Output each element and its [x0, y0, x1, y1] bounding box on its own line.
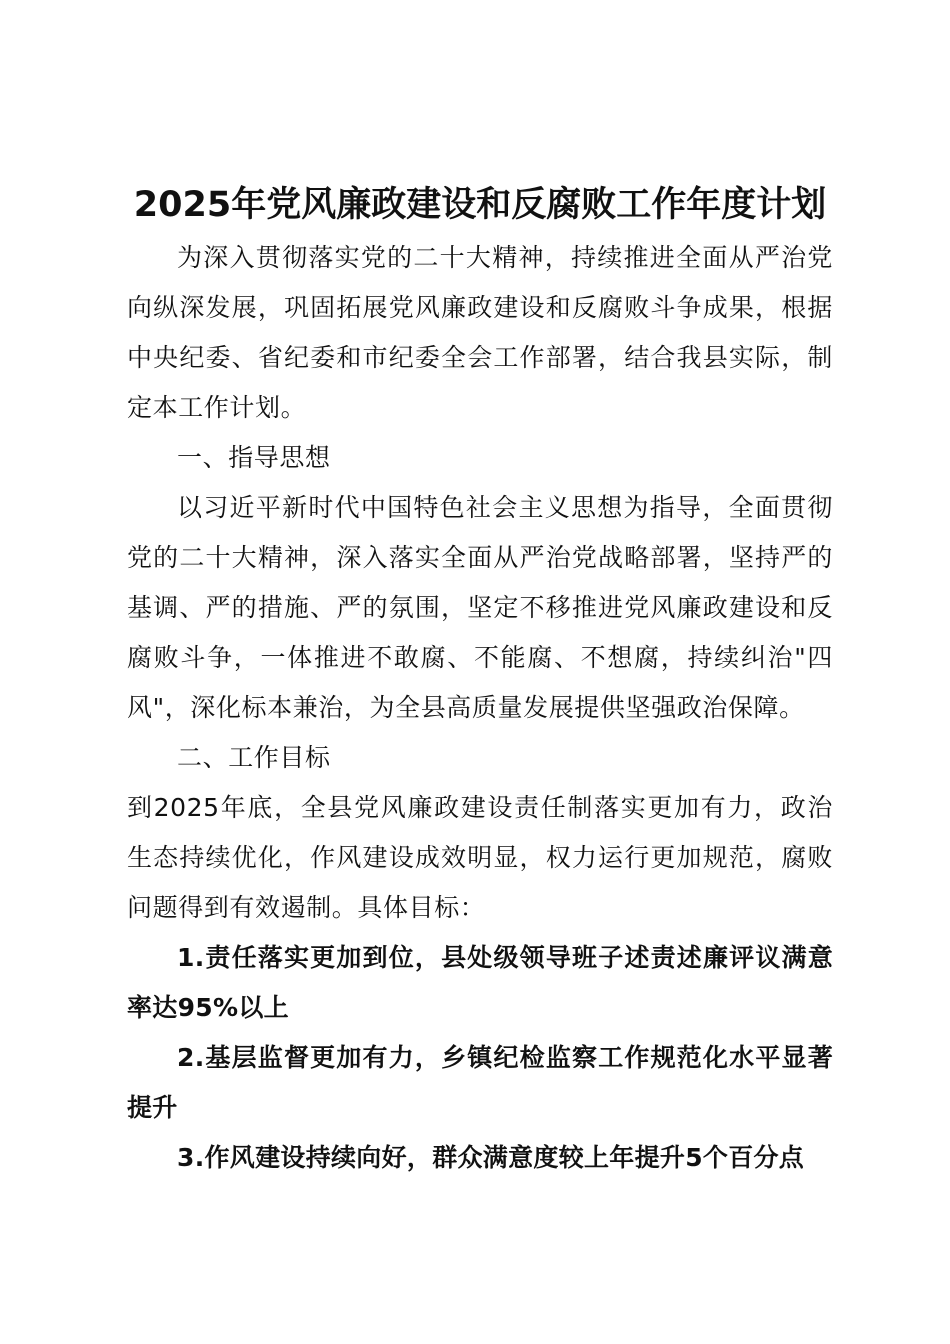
guiding-thought-paragraph: 以习近平新时代中国特色社会主义思想为指导，全面贯彻党的二十大精神，深入落实全面从严治党战略部署，坚持严的基调、严的措施、严的氛围，坚定不移推进党风廉政建设和反腐败斗争，一体推进不敢腐、不能腐、不想腐，持续纠治"四风"，深化标本兼治，为全县高质量发展提供坚强政治保障。 — [127, 493, 833, 722]
goal-item-2: 2.基层监督更加有力，乡镇纪检监察工作规范化水平显著提升 — [127, 1043, 833, 1122]
work-goals-paragraph: 到2025年底，全县党风廉政建设责任制落实更加有力，政治生态持续优化，作风建设成效明显，权力运行更加规范，腐败问题得到有效遏制。具体目标： — [127, 793, 833, 922]
goal-item-1: 1.责任落实更加到位，县处级领导班子述责述廉评议满意率达95%以上 — [127, 943, 833, 1022]
goal-item-3: 3.作风建设持续向好，群众满意度较上年提升5个百分点 — [177, 1143, 805, 1172]
intro-paragraph: 为深入贯彻落实党的二十大精神，持续推进全面从严治党向纵深发展，巩固拓展党风廉政建设和反腐败斗争成果，根据中央纪委、省纪委和市纪委全会工作部署，结合我县实际，制定本工作计划。 — [127, 243, 833, 422]
section-heading-guiding-thought: 一、指导思想 — [177, 443, 331, 472]
document-page — [127, 180, 833, 1183]
section-heading-work-goals: 二、工作目标 — [177, 743, 331, 772]
document-title: 2025年党风廉政建设和反腐败工作年度计划 — [133, 185, 827, 225]
